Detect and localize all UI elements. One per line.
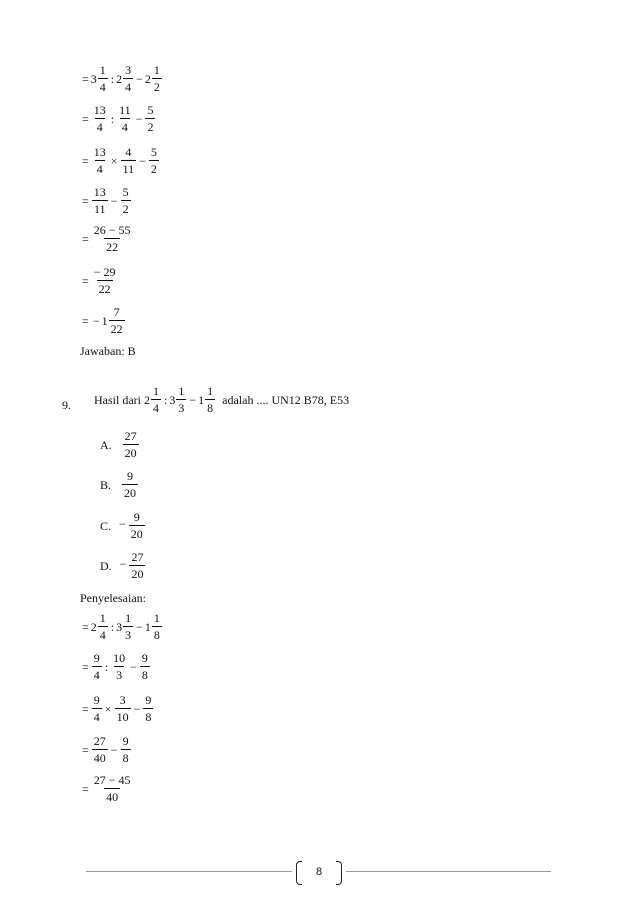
numerator: 27 <box>131 550 144 564</box>
numerator: 13 <box>93 185 106 199</box>
step-line <box>80 694 154 723</box>
operator: : <box>110 71 115 86</box>
operator: × <box>104 701 112 716</box>
question-number: 9. <box>62 398 71 412</box>
operator: − <box>136 71 143 86</box>
option-b <box>100 470 139 499</box>
operator: − <box>136 619 143 634</box>
fraction <box>115 694 131 723</box>
step-line <box>80 104 156 133</box>
fraction <box>98 64 108 93</box>
step-line <box>80 186 132 215</box>
answer-label: Jawaban: B <box>80 344 136 358</box>
step-line <box>80 224 134 253</box>
question-text-part: Hasil dari <box>94 392 141 407</box>
fraction <box>98 612 108 641</box>
page-bracket-right <box>336 861 342 885</box>
whole-number: 2 <box>144 71 151 86</box>
denominator: 20 <box>131 567 144 581</box>
numerator: 9 <box>122 734 129 748</box>
operator: = <box>82 111 89 126</box>
fraction <box>121 146 137 175</box>
denominator: 4 <box>93 710 100 724</box>
operator: − <box>119 517 126 532</box>
footer-rule-left <box>86 871 292 872</box>
denominator: 22 <box>98 282 111 296</box>
numerator: 13 <box>93 103 106 117</box>
denominator: 11 <box>94 202 106 216</box>
operator: − <box>119 557 127 572</box>
whole-number: 1 <box>198 392 205 407</box>
option-d <box>100 551 146 580</box>
numerator: 9 <box>93 651 100 665</box>
operator: : <box>110 111 115 126</box>
fraction <box>129 551 145 580</box>
numerator: 9 <box>141 651 148 665</box>
denominator: 4 <box>121 120 128 134</box>
denominator: 8 <box>145 710 152 724</box>
option-value <box>117 511 146 540</box>
whole-number: 3 <box>90 71 97 86</box>
operator: : <box>164 392 168 407</box>
numerator: − 29 <box>93 265 116 279</box>
fraction <box>92 104 108 133</box>
fraction <box>92 186 108 215</box>
denominator: 4 <box>125 80 132 94</box>
fraction <box>121 735 131 764</box>
fraction <box>121 186 131 215</box>
operator: × <box>110 153 118 168</box>
operator: − <box>189 392 197 407</box>
numerator: 5 <box>150 145 157 159</box>
step-line <box>80 652 151 681</box>
step-line <box>80 612 163 641</box>
option-a <box>100 430 140 459</box>
option-value <box>118 551 147 580</box>
option-label: C. <box>100 518 112 533</box>
step-line <box>80 306 126 335</box>
fraction <box>92 652 102 681</box>
numerator: 1 <box>153 63 160 77</box>
numerator: 10 <box>113 651 126 665</box>
operator: = <box>82 701 89 716</box>
whole-number: 3 <box>169 392 176 407</box>
denominator: 10 <box>116 710 129 724</box>
numerator: 9 <box>127 469 134 483</box>
numerator: 1 <box>99 63 106 77</box>
operator: = <box>82 781 89 796</box>
denominator: 8 <box>122 751 129 765</box>
denominator: 4 <box>99 628 106 642</box>
operator: : <box>104 659 109 674</box>
numerator: 13 <box>93 145 106 159</box>
page-number: 8 <box>315 866 323 878</box>
whole-number: 3 <box>116 619 123 634</box>
denominator: 8 <box>153 628 160 642</box>
option-label: D. <box>100 558 112 573</box>
operator: − <box>139 153 146 168</box>
fraction <box>123 64 133 93</box>
fraction <box>92 146 108 175</box>
numerator: 9 <box>133 510 140 524</box>
operator: = <box>82 193 89 208</box>
step-line <box>80 774 134 803</box>
step-line <box>80 146 160 175</box>
denominator: 40 <box>93 751 106 765</box>
denominator: 2 <box>150 162 157 176</box>
operator: = <box>82 153 89 168</box>
numerator: 26 − 55 <box>93 223 131 237</box>
fraction <box>92 266 118 295</box>
operator: = <box>82 659 89 674</box>
denominator: 2 <box>147 120 154 134</box>
numerator: 3 <box>119 693 126 707</box>
numerator: 1 <box>125 611 132 625</box>
option-label: A. <box>100 437 112 452</box>
denominator: 4 <box>99 80 106 94</box>
numerator: 1 <box>207 384 214 398</box>
numerator: 3 <box>125 63 132 77</box>
operator: = <box>82 71 89 86</box>
fraction <box>92 694 102 723</box>
numerator: 27 − 45 <box>93 773 131 787</box>
fraction <box>129 511 145 540</box>
denominator: 20 <box>124 486 137 500</box>
fraction <box>145 104 155 133</box>
operator: = <box>82 619 89 634</box>
denominator: 4 <box>153 401 159 415</box>
whole-number: 2 <box>116 71 123 86</box>
operator: − <box>133 701 141 716</box>
footer-rule-right <box>346 871 551 872</box>
page-bracket-left <box>296 861 302 885</box>
numerator: 5 <box>122 185 129 199</box>
operator: − <box>110 193 118 208</box>
whole-number: 2 <box>90 619 97 634</box>
numerator: 27 <box>93 734 106 748</box>
numerator: 1 <box>153 611 160 625</box>
option-value <box>122 430 140 459</box>
operator: = <box>82 231 89 246</box>
numerator: 1 <box>178 384 185 398</box>
denominator: 40 <box>106 790 119 804</box>
numerator: 11 <box>119 103 131 117</box>
whole-number: 1 <box>144 619 151 634</box>
denominator: 8 <box>207 401 214 415</box>
denominator: 22 <box>106 240 119 254</box>
denominator: 3 <box>116 668 123 682</box>
fraction <box>140 652 150 681</box>
fraction <box>152 612 162 641</box>
operator: − <box>110 742 118 757</box>
step-line <box>80 735 132 764</box>
denominator: 8 <box>141 668 148 682</box>
fraction <box>111 652 127 681</box>
whole-number: 1 <box>101 313 108 328</box>
fraction <box>92 774 133 803</box>
step-line <box>80 64 163 93</box>
fraction <box>151 385 161 414</box>
numerator: 1 <box>153 384 159 398</box>
numerator: 5 <box>147 103 154 117</box>
denominator: 3 <box>125 628 132 642</box>
question-text <box>94 385 352 414</box>
fraction <box>123 430 139 459</box>
fraction <box>92 735 108 764</box>
numerator: 7 <box>113 305 120 319</box>
fraction <box>152 64 162 93</box>
solution-label: Penyelesaian: <box>80 591 146 605</box>
denominator: 3 <box>178 401 185 415</box>
numerator: 1 <box>99 611 106 625</box>
fraction <box>92 224 133 253</box>
whole-number: 2 <box>144 392 150 407</box>
denominator: 4 <box>96 120 103 134</box>
numerator: 9 <box>93 693 100 707</box>
option-value <box>121 470 139 499</box>
denominator: 20 <box>130 527 143 541</box>
operator: = <box>82 313 89 328</box>
operator: − <box>130 659 137 674</box>
denominator: 2 <box>122 202 129 216</box>
denominator: 4 <box>93 668 100 682</box>
numerator: 4 <box>125 145 132 159</box>
fraction <box>143 694 153 723</box>
step-line <box>80 266 119 295</box>
denominator: 22 <box>110 322 123 336</box>
option-c <box>100 511 146 540</box>
option-label: B. <box>100 477 112 492</box>
operator: : <box>110 619 115 634</box>
denominator: 4 <box>96 162 103 176</box>
operator: − <box>92 313 100 328</box>
denominator: 20 <box>124 446 137 460</box>
fraction <box>149 146 159 175</box>
denominator: 2 <box>153 80 160 94</box>
operator: = <box>82 742 89 757</box>
fraction <box>117 104 133 133</box>
operator: − <box>135 111 143 126</box>
fraction <box>122 470 138 499</box>
operator: = <box>82 273 89 288</box>
fraction <box>205 385 215 414</box>
numerator: 27 <box>124 429 137 443</box>
fraction <box>109 306 125 335</box>
numerator: 9 <box>145 693 152 707</box>
denominator: 11 <box>122 162 135 176</box>
fraction <box>123 612 133 641</box>
question-text-part: adalah .... UN12 B78, E53 <box>222 392 350 407</box>
fraction <box>176 385 186 414</box>
